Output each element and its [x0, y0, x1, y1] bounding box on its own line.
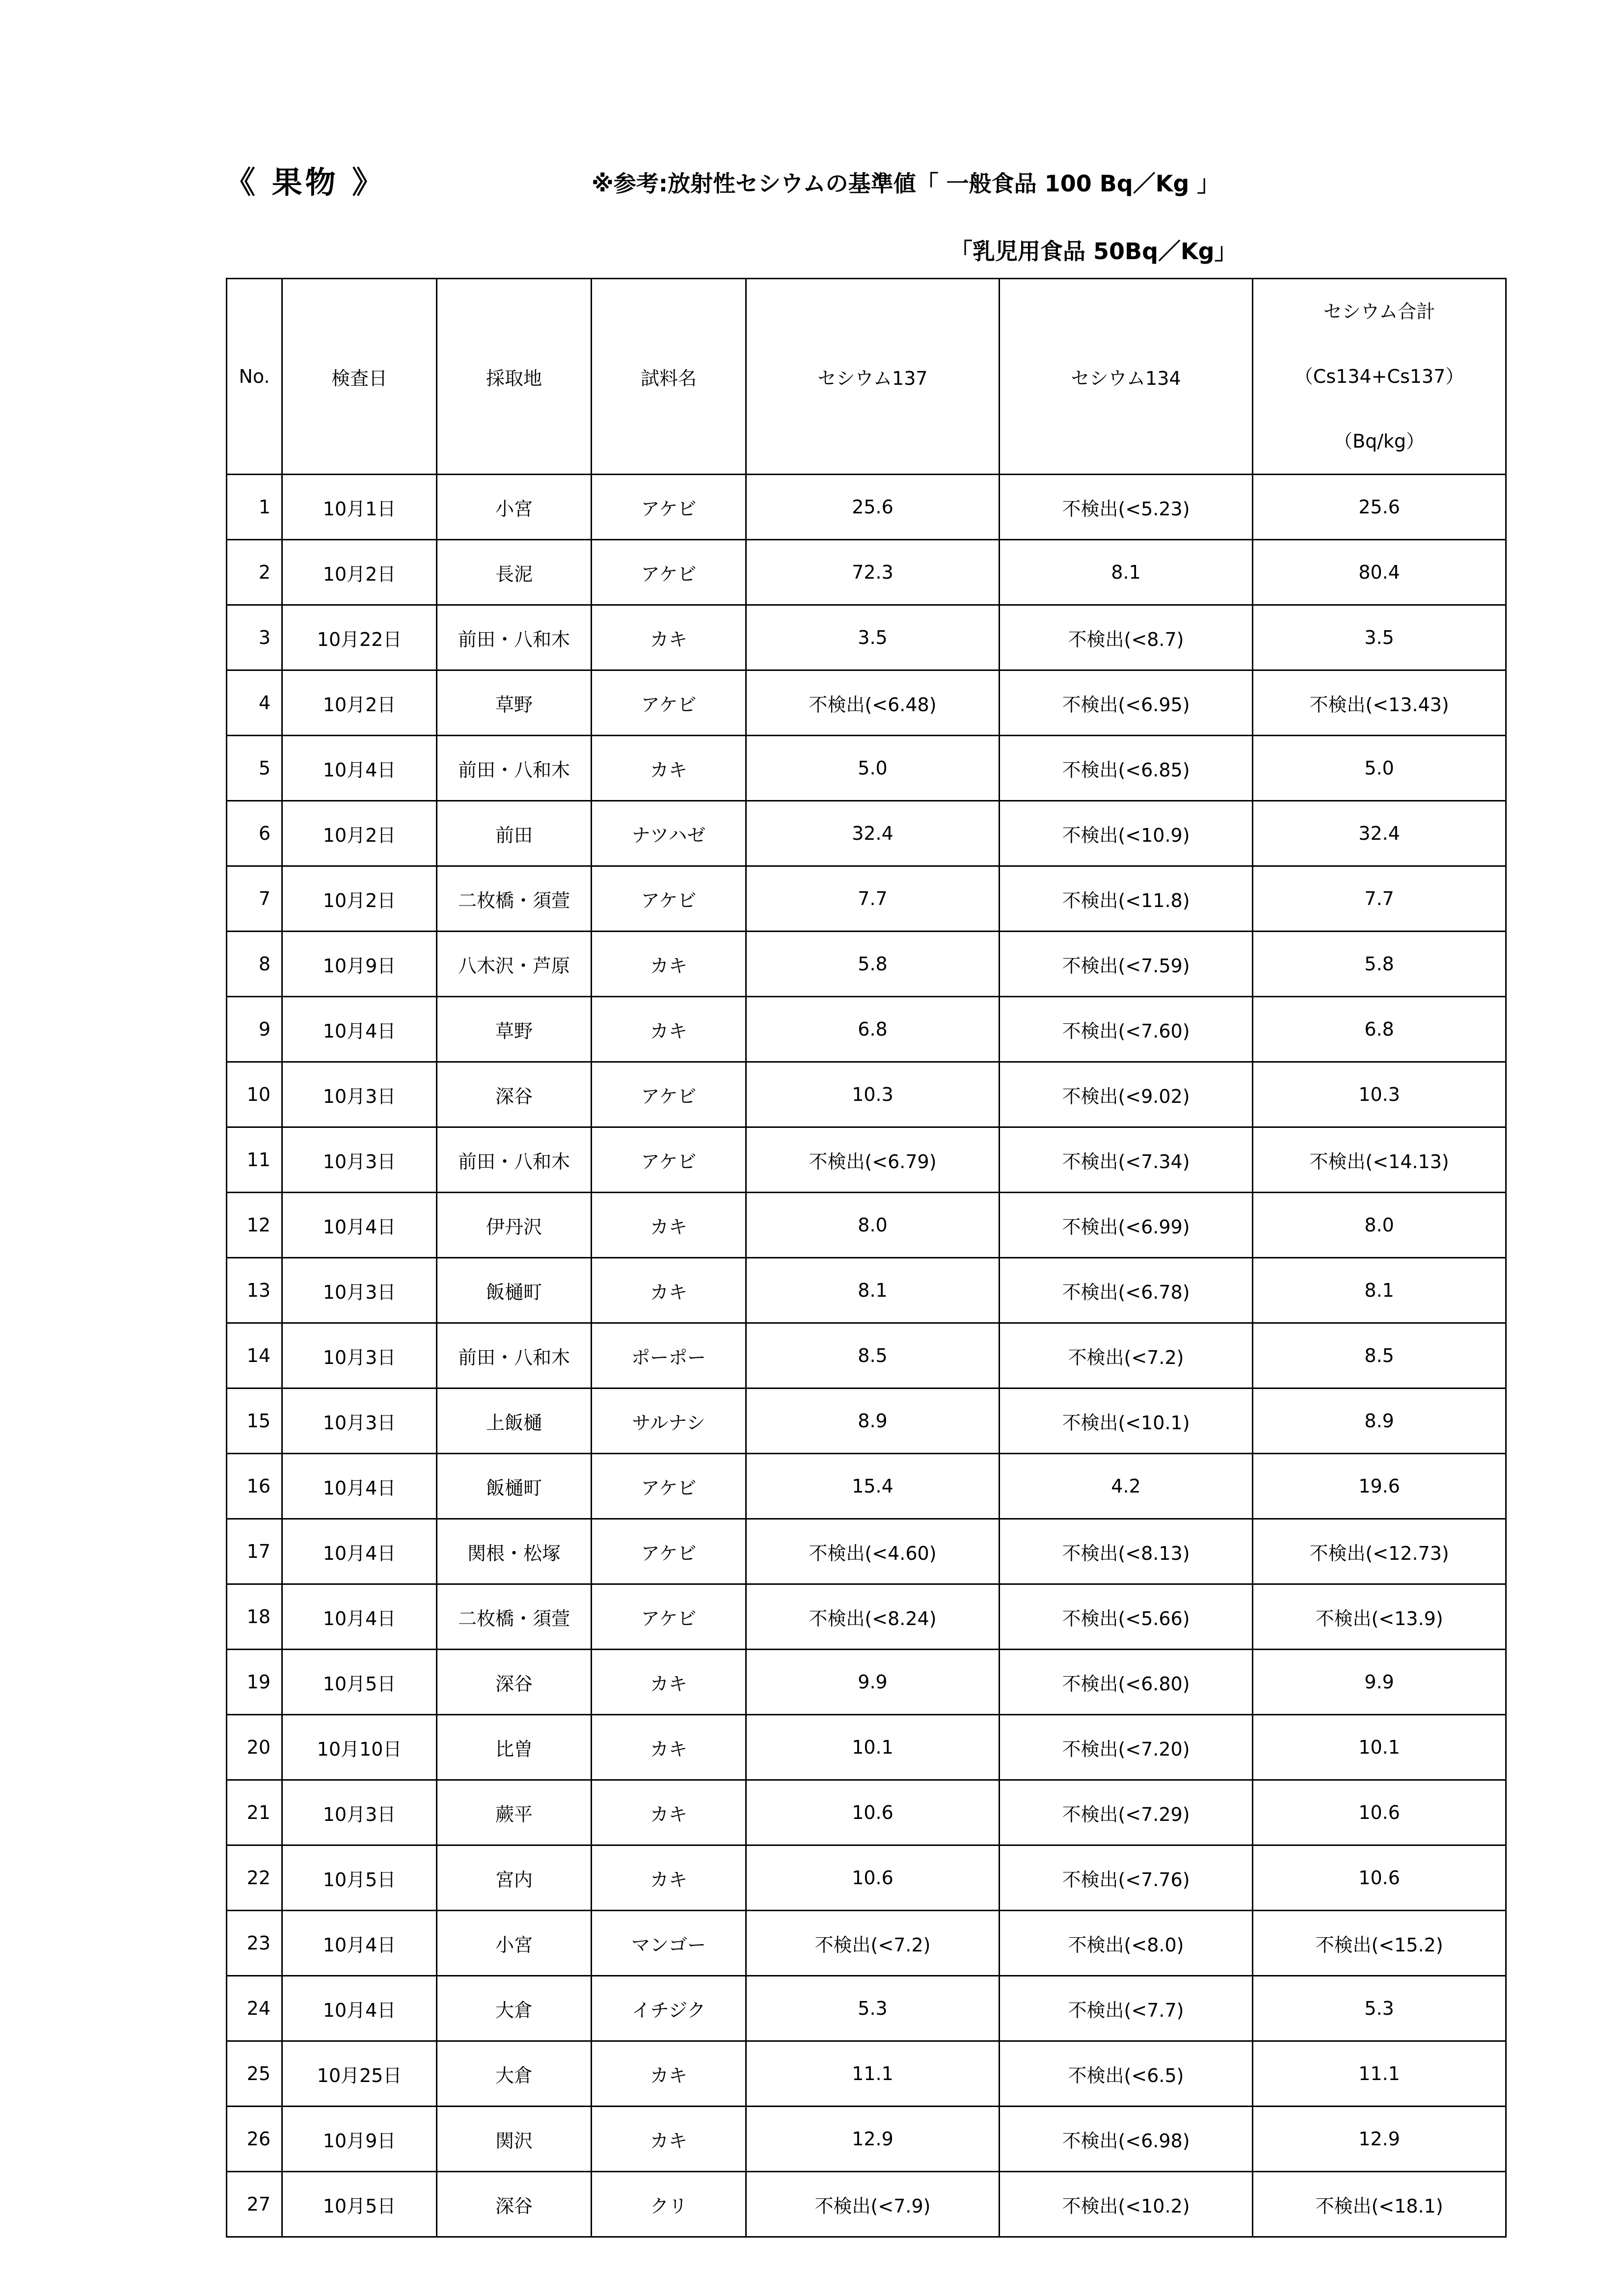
- cell-total: 10.6: [1253, 1780, 1506, 1845]
- cell-location: 関根・松塚: [437, 1519, 592, 1584]
- cell-location: 深谷: [437, 2172, 592, 2237]
- cell-cs137: 3.5: [746, 605, 1000, 670]
- cell-sample: カキ: [592, 932, 746, 997]
- cell-location: 比曽: [437, 1715, 592, 1780]
- table-row: [227, 1911, 1506, 1976]
- section-title: 《 果物 》: [225, 164, 386, 200]
- cell-total: 8.1: [1253, 1258, 1506, 1323]
- cell-no: 13: [227, 1258, 282, 1323]
- cell-cs134: 不検出(<8.7): [1000, 605, 1253, 670]
- cell-sample: アケビ: [592, 540, 746, 605]
- cell-sample: アケビ: [592, 1454, 746, 1519]
- cell-cs134: 不検出(<7.76): [1000, 1845, 1253, 1911]
- cell-location: 大倉: [437, 1976, 592, 2041]
- cell-date: 10月4日: [282, 997, 437, 1062]
- table-row: [227, 2107, 1506, 2172]
- cell-cs137: 7.7: [746, 866, 1000, 932]
- cell-cs137: 10.6: [746, 1845, 1000, 1911]
- cell-cs134: 不検出(<6.98): [1000, 2107, 1253, 2172]
- results-body: [227, 475, 1506, 2237]
- cell-sample: カキ: [592, 1845, 746, 1911]
- cell-date: 10月9日: [282, 932, 437, 997]
- cell-total: 6.8: [1253, 997, 1506, 1062]
- cell-location: 飯樋町: [437, 1454, 592, 1519]
- cell-cs137: 8.9: [746, 1388, 1000, 1454]
- cell-cs134: 不検出(<6.95): [1000, 670, 1253, 736]
- cell-cs134: 不検出(<6.85): [1000, 736, 1253, 801]
- cell-date: 10月5日: [282, 2172, 437, 2237]
- cell-sample: カキ: [592, 736, 746, 801]
- cell-cs134: 8.1: [1000, 540, 1253, 605]
- cell-no: 4: [227, 670, 282, 736]
- cell-date: 10月25日: [282, 2041, 437, 2107]
- cell-cs134: 不検出(<5.23): [1000, 475, 1253, 540]
- cell-no: 17: [227, 1519, 282, 1584]
- cell-sample: ナツハゼ: [592, 801, 746, 866]
- cell-date: 10月5日: [282, 1650, 437, 1715]
- cell-date: 10月3日: [282, 1258, 437, 1323]
- cell-sample: アケビ: [592, 1062, 746, 1127]
- cell-cs137: 32.4: [746, 801, 1000, 866]
- cell-cs137: 8.1: [746, 1258, 1000, 1323]
- cell-cs134: 不検出(<7.34): [1000, 1127, 1253, 1193]
- cell-no: 21: [227, 1780, 282, 1845]
- cell-location: 前田・八和木: [437, 736, 592, 801]
- cell-date: 10月4日: [282, 1519, 437, 1584]
- table-row: [227, 670, 1506, 736]
- cell-total: 7.7: [1253, 866, 1506, 932]
- cell-cs134: 不検出(<7.7): [1000, 1976, 1253, 2041]
- cell-sample: アケビ: [592, 1519, 746, 1584]
- cell-no: 10: [227, 1062, 282, 1127]
- cell-cs134: 4.2: [1000, 1454, 1253, 1519]
- cell-sample: カキ: [592, 1715, 746, 1780]
- table-row: [227, 1193, 1506, 1258]
- cell-cs134: 不検出(<7.59): [1000, 932, 1253, 997]
- cell-total: 19.6: [1253, 1454, 1506, 1519]
- table-row: [227, 1127, 1506, 1193]
- table-row: [227, 1323, 1506, 1388]
- cell-no: 7: [227, 866, 282, 932]
- cell-location: 深谷: [437, 1062, 592, 1127]
- cell-sample: マンゴー: [592, 1911, 746, 1976]
- header-total: [1253, 279, 1506, 475]
- table-row: [227, 1584, 1506, 1650]
- cell-cs134: 不検出(<6.99): [1000, 1193, 1253, 1258]
- table-row: [227, 866, 1506, 932]
- cell-total: 80.4: [1253, 540, 1506, 605]
- cell-no: 11: [227, 1127, 282, 1193]
- cell-sample: カキ: [592, 1650, 746, 1715]
- cell-date: 10月4日: [282, 1193, 437, 1258]
- cell-date: 10月9日: [282, 2107, 437, 2172]
- table-row: [227, 997, 1506, 1062]
- cell-sample: カキ: [592, 2041, 746, 2107]
- table-row: [227, 1519, 1506, 1584]
- cell-cs137: 6.8: [746, 997, 1000, 1062]
- cell-cs134: 不検出(<11.8): [1000, 866, 1253, 932]
- cell-date: 10月2日: [282, 540, 437, 605]
- cell-total: 5.3: [1253, 1976, 1506, 2041]
- cell-date: 10月10日: [282, 1715, 437, 1780]
- header-cs137: セシウム137: [746, 279, 1000, 475]
- cell-cs137: 不検出(<7.2): [746, 1911, 1000, 1976]
- header-row: [227, 279, 1506, 475]
- cell-no: 6: [227, 801, 282, 866]
- cell-cs137: 9.9: [746, 1650, 1000, 1715]
- header-total-line1: セシウム合計: [1323, 301, 1435, 322]
- cell-no: 27: [227, 2172, 282, 2237]
- cell-no: 22: [227, 1845, 282, 1911]
- cell-sample: アケビ: [592, 866, 746, 932]
- cell-date: 10月2日: [282, 670, 437, 736]
- cell-location: 八木沢・芦原: [437, 932, 592, 997]
- cell-cs134: 不検出(<8.0): [1000, 1911, 1253, 1976]
- cell-cs137: 10.1: [746, 1715, 1000, 1780]
- header-location: 採取地: [437, 279, 592, 475]
- cell-cs134: 不検出(<6.5): [1000, 2041, 1253, 2107]
- table-row: [227, 1715, 1506, 1780]
- cell-cs134: 不検出(<7.2): [1000, 1323, 1253, 1388]
- cell-location: 前田・八和木: [437, 1323, 592, 1388]
- cell-location: 草野: [437, 670, 592, 736]
- cell-location: 関沢: [437, 2107, 592, 2172]
- cell-total: 8.5: [1253, 1323, 1506, 1388]
- cell-cs137: 72.3: [746, 540, 1000, 605]
- header-total-line3: （Bq/kg）: [1333, 430, 1425, 452]
- cell-location: 前田: [437, 801, 592, 866]
- header-cs134: セシウム134: [1000, 279, 1253, 475]
- cell-location: 草野: [437, 997, 592, 1062]
- table-row: [227, 1454, 1506, 1519]
- cell-no: 2: [227, 540, 282, 605]
- cell-location: 前田・八和木: [437, 1127, 592, 1193]
- header-total-line2: （Cs134+Cs137）: [1294, 366, 1464, 387]
- cell-total: 11.1: [1253, 2041, 1506, 2107]
- cell-sample: カキ: [592, 605, 746, 670]
- cell-total: 5.0: [1253, 736, 1506, 801]
- cell-location: 飯樋町: [437, 1258, 592, 1323]
- cell-sample: カキ: [592, 1258, 746, 1323]
- cell-location: 大倉: [437, 2041, 592, 2107]
- cell-total: 10.1: [1253, 1715, 1506, 1780]
- cell-cs137: 不検出(<4.60): [746, 1519, 1000, 1584]
- reference-note-general: ※参考:放射性セシウムの基準値「 一般食品 100 Bq／Kg 」: [592, 170, 1220, 197]
- cell-cs134: 不検出(<6.78): [1000, 1258, 1253, 1323]
- cell-date: 10月1日: [282, 475, 437, 540]
- table-row: [227, 540, 1506, 605]
- cell-location: 上飯樋: [437, 1388, 592, 1454]
- cell-cs137: 5.0: [746, 736, 1000, 801]
- cell-no: 9: [227, 997, 282, 1062]
- cell-cs137: 25.6: [746, 475, 1000, 540]
- cell-date: 10月5日: [282, 1845, 437, 1911]
- table-row: [227, 1062, 1506, 1127]
- cell-no: 5: [227, 736, 282, 801]
- cell-sample: アケビ: [592, 475, 746, 540]
- table-row: [227, 2041, 1506, 2107]
- cell-date: 10月4日: [282, 1454, 437, 1519]
- cell-cs134: 不検出(<10.1): [1000, 1388, 1253, 1454]
- cell-cs134: 不検出(<5.66): [1000, 1584, 1253, 1650]
- cell-cs134: 不検出(<7.20): [1000, 1715, 1253, 1780]
- table-row: [227, 1780, 1506, 1845]
- cell-sample: ポーポー: [592, 1323, 746, 1388]
- cell-location: 長泥: [437, 540, 592, 605]
- cell-date: 10月3日: [282, 1388, 437, 1454]
- cell-total: 8.9: [1253, 1388, 1506, 1454]
- cell-location: 宮内: [437, 1845, 592, 1911]
- cell-location: 二枚橋・須萱: [437, 866, 592, 932]
- cell-location: 伊丹沢: [437, 1193, 592, 1258]
- table-row: [227, 1388, 1506, 1454]
- cell-sample: カキ: [592, 1193, 746, 1258]
- cell-total: 9.9: [1253, 1650, 1506, 1715]
- cell-location: 小宮: [437, 475, 592, 540]
- cell-no: 8: [227, 932, 282, 997]
- cell-cs137: 不検出(<7.9): [746, 2172, 1000, 2237]
- cell-cs137: 不検出(<6.48): [746, 670, 1000, 736]
- cell-total: 不検出(<15.2): [1253, 1911, 1506, 1976]
- cell-no: 19: [227, 1650, 282, 1715]
- cell-sample: アケビ: [592, 1584, 746, 1650]
- reference-note-infant: 「乳児用食品 50Bq／Kg」: [950, 238, 1237, 265]
- cell-total: 不検出(<18.1): [1253, 2172, 1506, 2237]
- cell-no: 12: [227, 1193, 282, 1258]
- table-row: [227, 1845, 1506, 1911]
- cell-date: 10月22日: [282, 605, 437, 670]
- cell-cs134: 不検出(<8.13): [1000, 1519, 1253, 1584]
- cell-total: 不検出(<13.9): [1253, 1584, 1506, 1650]
- table-row: [227, 605, 1506, 670]
- cell-total: 10.3: [1253, 1062, 1506, 1127]
- cell-sample: サルナシ: [592, 1388, 746, 1454]
- cell-cs134: 不検出(<9.02): [1000, 1062, 1253, 1127]
- cell-cs134: 不検出(<10.2): [1000, 2172, 1253, 2237]
- cell-no: 26: [227, 2107, 282, 2172]
- cell-cs137: 8.5: [746, 1323, 1000, 1388]
- cell-no: 16: [227, 1454, 282, 1519]
- cell-date: 10月3日: [282, 1780, 437, 1845]
- cell-sample: カキ: [592, 2107, 746, 2172]
- table-row: [227, 1258, 1506, 1323]
- cell-cs137: 不検出(<6.79): [746, 1127, 1000, 1193]
- cell-cs137: 5.3: [746, 1976, 1000, 2041]
- cell-cs134: 不検出(<7.60): [1000, 997, 1253, 1062]
- cell-no: 25: [227, 2041, 282, 2107]
- cell-total: 12.9: [1253, 2107, 1506, 2172]
- cell-total: 3.5: [1253, 605, 1506, 670]
- cell-date: 10月2日: [282, 801, 437, 866]
- table-row: [227, 801, 1506, 866]
- cell-date: 10月4日: [282, 1976, 437, 2041]
- cell-no: 1: [227, 475, 282, 540]
- cell-sample: アケビ: [592, 670, 746, 736]
- cell-cs137: 11.1: [746, 2041, 1000, 2107]
- cell-total: 不検出(<12.73): [1253, 1519, 1506, 1584]
- cell-date: 10月4日: [282, 1911, 437, 1976]
- cell-sample: カキ: [592, 1780, 746, 1845]
- cell-total: 5.8: [1253, 932, 1506, 997]
- cell-sample: アケビ: [592, 1127, 746, 1193]
- table-row: [227, 932, 1506, 997]
- cell-cs137: 15.4: [746, 1454, 1000, 1519]
- cell-no: 18: [227, 1584, 282, 1650]
- cell-date: 10月4日: [282, 1584, 437, 1650]
- cell-cs137: 8.0: [746, 1193, 1000, 1258]
- cell-cs137: 不検出(<8.24): [746, 1584, 1000, 1650]
- cell-cs134: 不検出(<10.9): [1000, 801, 1253, 866]
- cell-total: 10.6: [1253, 1845, 1506, 1911]
- cell-no: 14: [227, 1323, 282, 1388]
- cell-location: 深谷: [437, 1650, 592, 1715]
- cell-total: 25.6: [1253, 475, 1506, 540]
- cell-no: 23: [227, 1911, 282, 1976]
- cell-no: 20: [227, 1715, 282, 1780]
- header-date: 検査日: [282, 279, 437, 475]
- cell-date: 10月4日: [282, 736, 437, 801]
- cell-sample: カキ: [592, 997, 746, 1062]
- cell-location: 二枚橋・須萱: [437, 1584, 592, 1650]
- cell-cs137: 10.3: [746, 1062, 1000, 1127]
- header-no: No.: [227, 279, 282, 475]
- cell-date: 10月3日: [282, 1323, 437, 1388]
- cell-total: 8.0: [1253, 1193, 1506, 1258]
- cell-date: 10月3日: [282, 1127, 437, 1193]
- cell-date: 10月2日: [282, 866, 437, 932]
- table-row: [227, 1976, 1506, 2041]
- cell-total: 32.4: [1253, 801, 1506, 866]
- table-row: [227, 1650, 1506, 1715]
- cell-total: 不検出(<13.43): [1253, 670, 1506, 736]
- cell-location: 蕨平: [437, 1780, 592, 1845]
- table-row: [227, 736, 1506, 801]
- cell-total: 不検出(<14.13): [1253, 1127, 1506, 1193]
- cell-sample: クリ: [592, 2172, 746, 2237]
- table-row: [227, 475, 1506, 540]
- cell-no: 3: [227, 605, 282, 670]
- cell-cs134: 不検出(<6.80): [1000, 1650, 1253, 1715]
- header-sample: 試料名: [592, 279, 746, 475]
- table-row: [227, 2172, 1506, 2237]
- cell-cs137: 12.9: [746, 2107, 1000, 2172]
- cell-location: 前田・八和木: [437, 605, 592, 670]
- cell-cs137: 10.6: [746, 1780, 1000, 1845]
- cell-no: 15: [227, 1388, 282, 1454]
- cell-sample: イチジク: [592, 1976, 746, 2041]
- cell-location: 小宮: [437, 1911, 592, 1976]
- cell-date: 10月3日: [282, 1062, 437, 1127]
- cell-no: 24: [227, 1976, 282, 2041]
- cell-cs134: 不検出(<7.29): [1000, 1780, 1253, 1845]
- cell-cs137: 5.8: [746, 932, 1000, 997]
- results-table: [226, 278, 1507, 2238]
